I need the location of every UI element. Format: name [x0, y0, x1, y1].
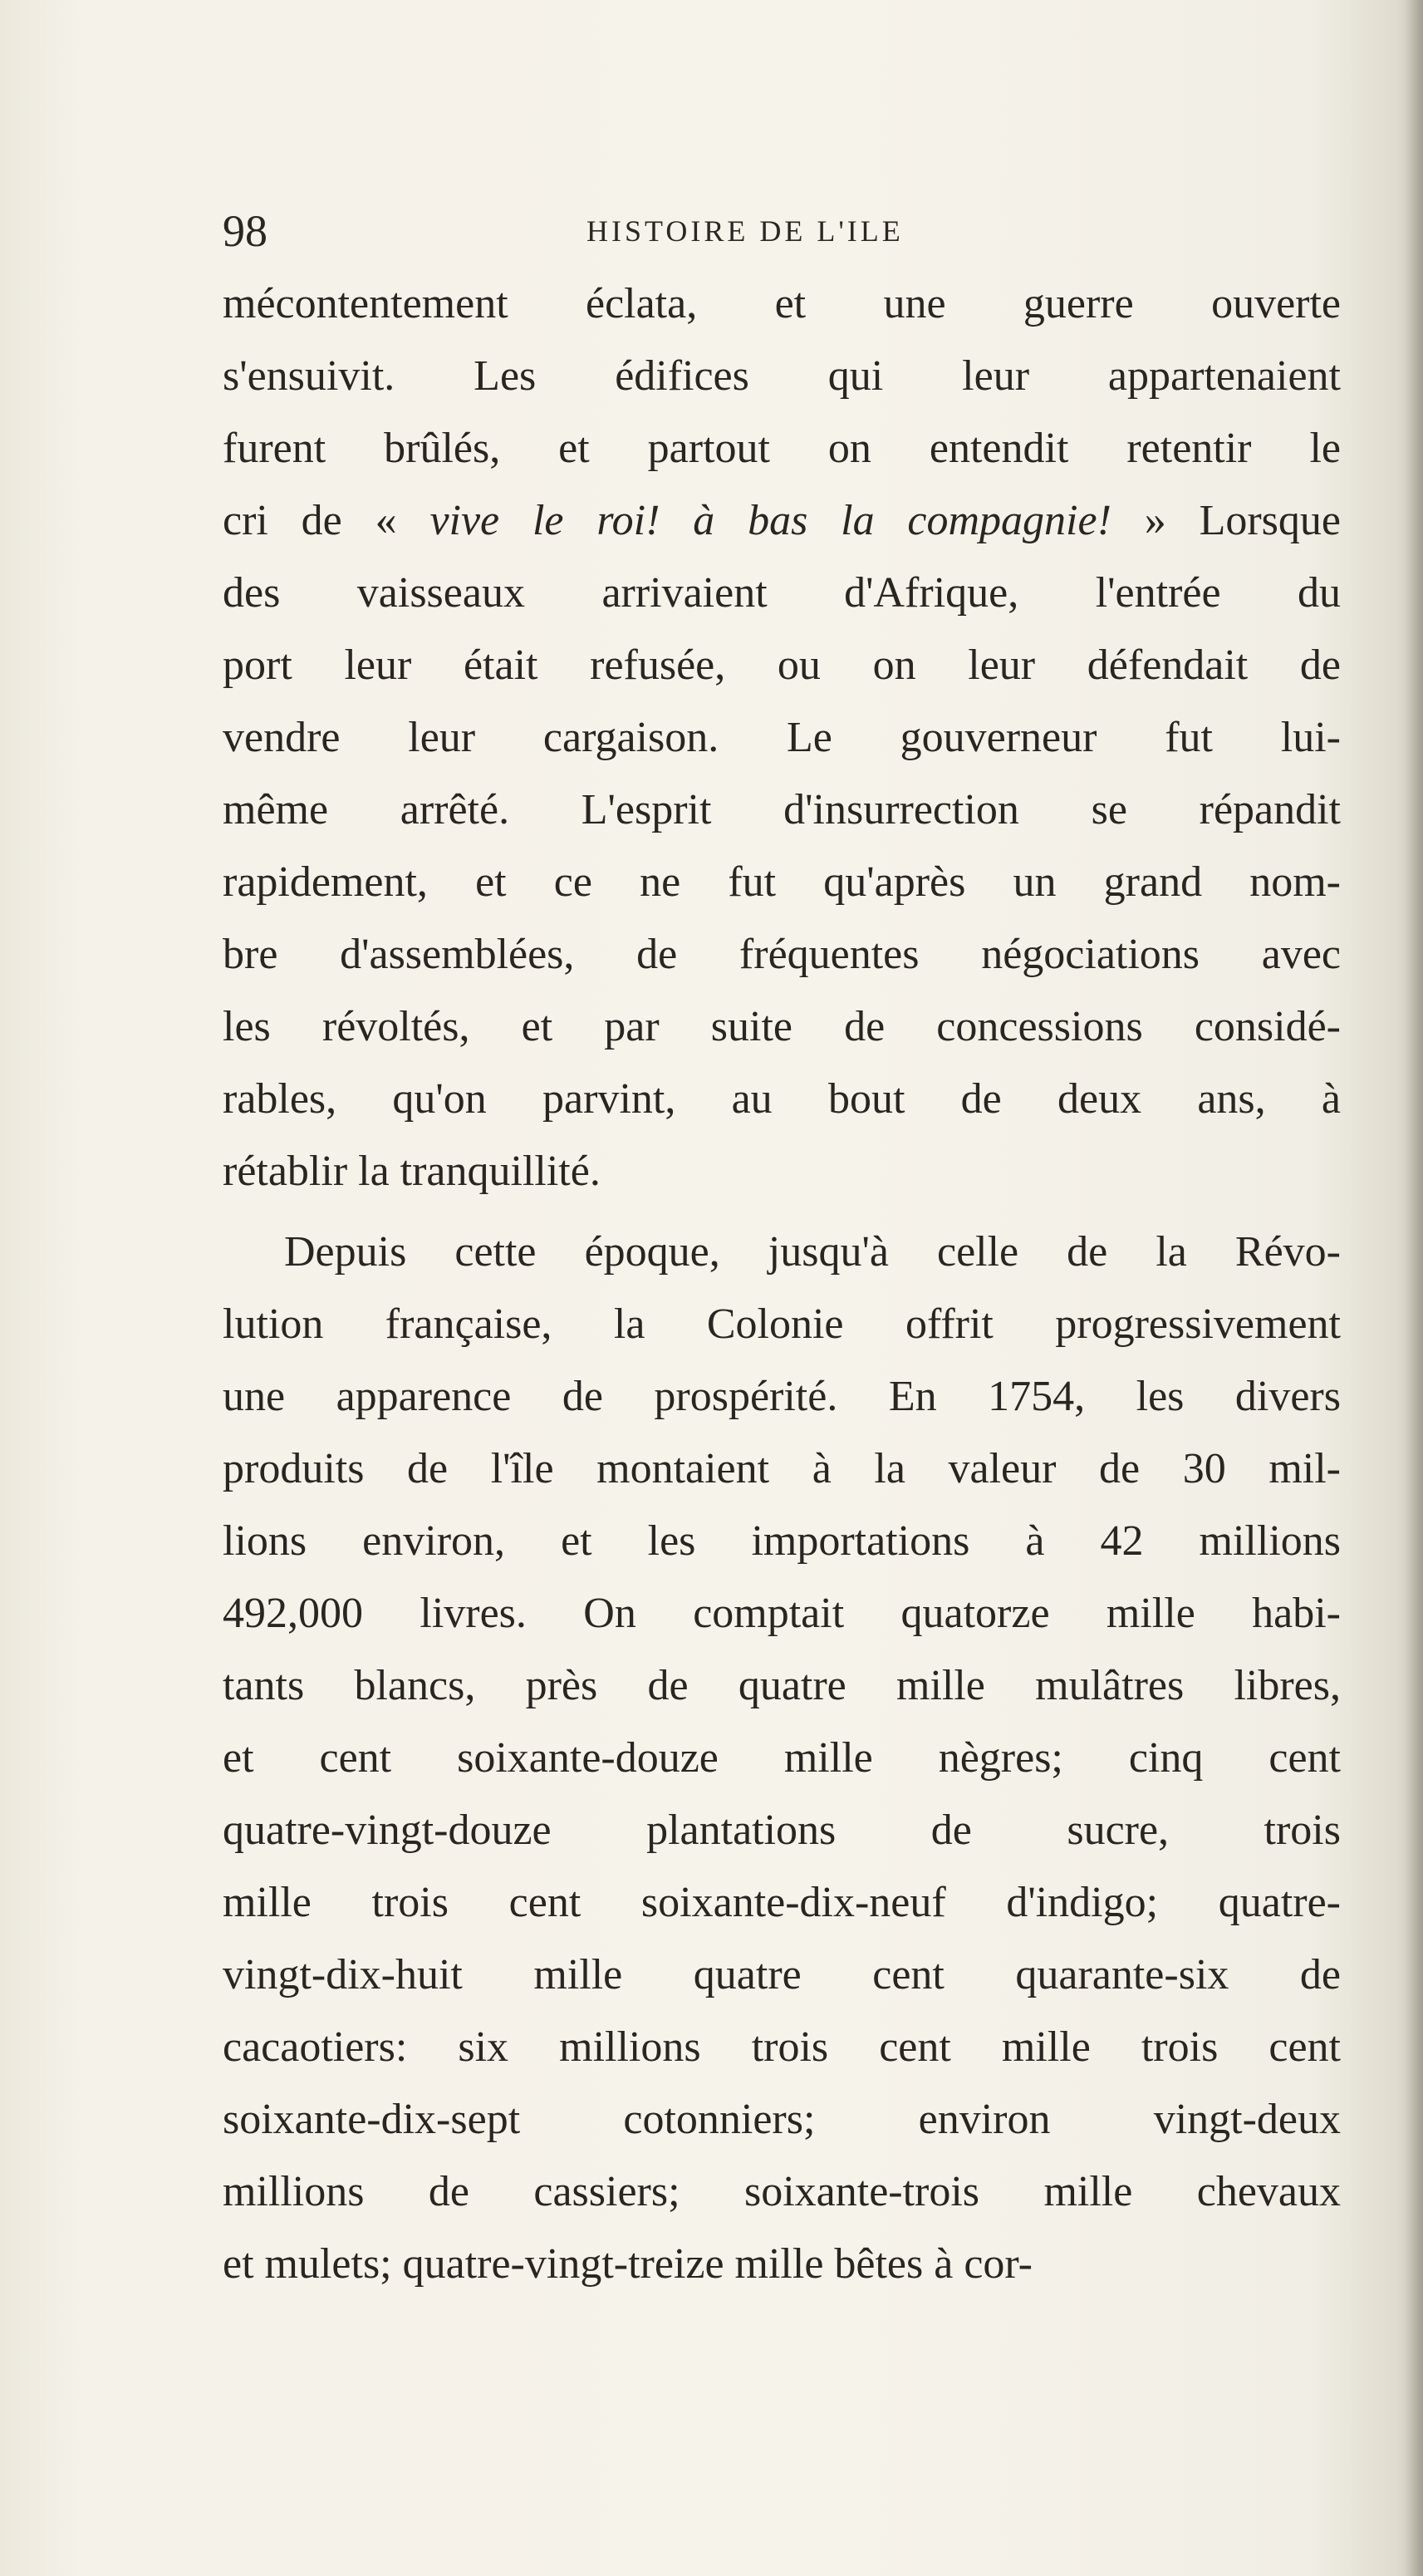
text-line: quatre-vingt-douze plantations de sucre, trois — [223, 1807, 1341, 1854]
text-line: soixante-dix-sept cotonniers; environ vingt-deux — [223, 2096, 1341, 2143]
text-line: millions de cassiers; soixante-trois mille chevaux — [223, 2168, 1341, 2215]
text-line: tants blancs, près de quatre mille mulâtres libres, — [223, 1662, 1341, 1709]
text-line: Depuis cette époque, jusqu'à celle de la Révo- — [284, 1228, 1341, 1276]
text-segment: » Lorsque — [1111, 497, 1341, 544]
text-line: vingt-dix-huit mille quatre cent quarante-six de — [223, 1951, 1341, 1998]
text-line: furent brûlés, et partout on entendit retentir le — [223, 425, 1341, 472]
body-text — [223, 268, 1341, 2300]
text-line: et mulets; quatre-vingt-treize mille bêtes à cor- — [223, 2240, 1033, 2288]
text-line: et cent soixante-douze mille nègres; cinq cent — [223, 1734, 1341, 1782]
text-line: cacaotiers: six millions trois cent mille trois cent — [223, 2023, 1341, 2071]
paragraph-gap — [223, 1207, 1341, 1216]
text-segment: cri de « — [223, 497, 430, 544]
running-title: HISTOIRE DE L'ILE — [586, 214, 904, 248]
page-edge-shadow — [1405, 0, 1423, 2576]
italic-quote: vive le roi! à bas la compagnie! — [429, 497, 1111, 544]
text-line: lution française, la Colonie offrit progressivement — [223, 1300, 1341, 1348]
text-line: s'ensuivit. Les édifices qui leur appartenaient — [223, 352, 1341, 400]
text-line: lions environ, et les importations à 42 millions — [223, 1517, 1341, 1565]
text-line: les révoltés, et par suite de concessions considé- — [223, 1003, 1341, 1050]
page-number: 98 — [223, 206, 267, 256]
text-line: produits de l'île montaient à la valeur de 30 mil- — [223, 1445, 1341, 1492]
paragraph — [223, 1216, 1341, 2300]
text-line: mille trois cent soixante-dix-neuf d'indigo; quatre- — [223, 1879, 1341, 1926]
text-line: même arrêté. L'esprit d'insurrection se répandit — [223, 786, 1341, 833]
text-line: des vaisseaux arrivaient d'Afrique, l'entrée du — [223, 569, 1341, 617]
text-line: une apparence de prospérité. En 1754, les divers — [223, 1373, 1341, 1420]
text-line: mécontentement éclata, et une guerre ouverte — [223, 280, 1341, 327]
text-line: rétablir la tranquillité. — [223, 1148, 601, 1195]
text-line: rables, qu'on parvint, au bout de deux ans, à — [223, 1075, 1341, 1123]
text-line: vendre leur cargaison. Le gouverneur fut lui- — [223, 714, 1341, 761]
text-line: rapidement, et ce ne fut qu'après un grand nom- — [223, 858, 1341, 906]
running-head — [223, 198, 1361, 264]
paragraph — [223, 268, 1341, 1207]
text-line: 492,000 livres. On comptait quatorze mille habi- — [223, 1590, 1341, 1637]
text-line: port leur était refusée, ou on leur défendait de — [223, 642, 1341, 689]
text-line — [223, 484, 1341, 557]
text-line: bre d'assemblées, de fréquentes négociations avec — [223, 931, 1341, 978]
